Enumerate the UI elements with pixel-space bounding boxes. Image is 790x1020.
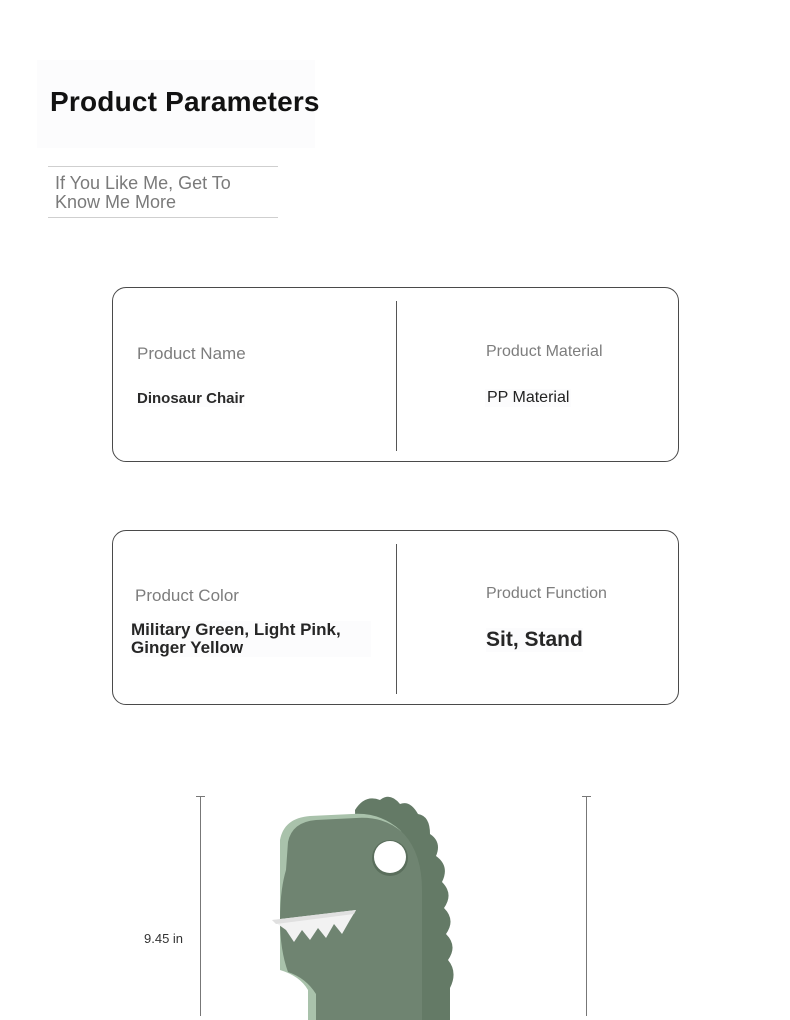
product-name-label: Product Name (137, 344, 246, 363)
height-dimension-label: 9.45 in (144, 931, 184, 946)
page-title: Product Parameters (50, 86, 320, 117)
product-material-value: PP Material (487, 389, 570, 406)
height-dimension-line (200, 796, 201, 1016)
parameter-card-2 (112, 530, 679, 705)
product-function-value: Sit, Stand (486, 628, 583, 651)
product-color-value: Military Green, Light Pink, Ginger Yellow (131, 621, 371, 657)
product-color-label: Product Color (135, 586, 239, 605)
product-name-value: Dinosaur Chair (137, 390, 245, 407)
card-divider (396, 301, 397, 451)
product-function-label: Product Function (486, 585, 607, 602)
subtitle: If You Like Me, Get To Know Me More (55, 173, 231, 212)
width-dimension-line (586, 796, 587, 1016)
subtitle-box (48, 166, 278, 218)
parameter-card-1 (112, 287, 679, 462)
dinosaur-chair-image (240, 790, 480, 1020)
product-material-label: Product Material (486, 343, 603, 360)
dimension-diagram (0, 760, 790, 1004)
card-divider (396, 544, 397, 694)
